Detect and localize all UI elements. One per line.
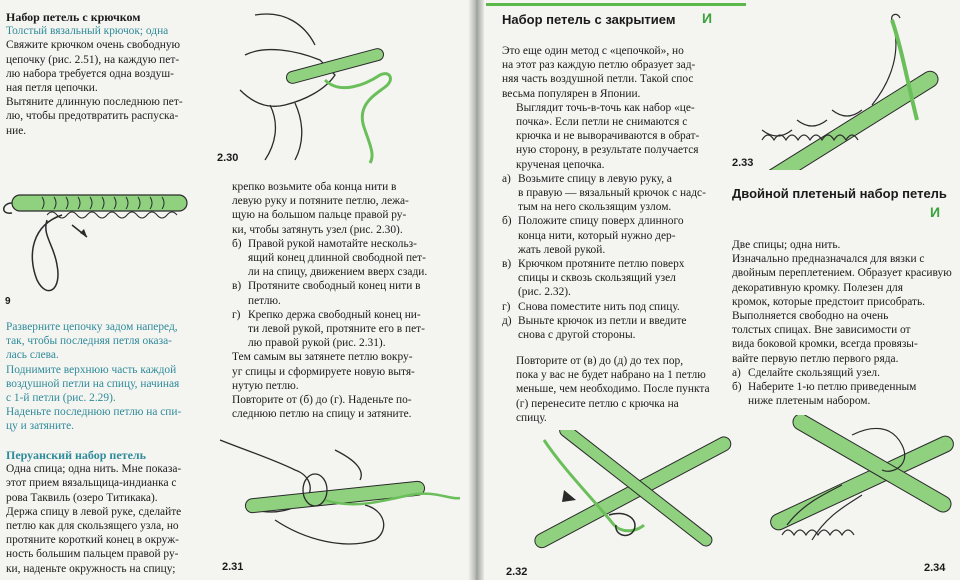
left-col1-middle	[6, 320, 206, 434]
figure-2-33-needle-stitches	[742, 10, 957, 170]
braided-step-item	[732, 380, 954, 408]
closed-step-item	[502, 257, 732, 300]
closed-step-text: Снова поместите нить под спицу.	[518, 300, 680, 313]
braided-para-line: вайте первую петлю первого ряда.	[732, 352, 899, 365]
col2-step-text: Крепко держа свободный конец ни- ти левой рукой, протяните его в пет- лю правой рукой (рис. 2.31).	[248, 308, 425, 350]
right-col1-bottom	[502, 354, 732, 425]
para-col2-after	[232, 350, 464, 421]
col2-after-line: нутую петлю.	[232, 379, 299, 392]
figure-label-2-33: 2.33	[732, 157, 754, 169]
figure-2-34-braided-needles	[742, 415, 957, 575]
closed-step-marker: д)	[502, 314, 512, 327]
para-peru	[6, 462, 206, 576]
left-col2-text	[232, 180, 464, 421]
closed-para3-line: пока у вас не будет набрано на 1 петлю	[516, 369, 706, 382]
closed-step-marker: г)	[502, 300, 511, 313]
left-col1-top	[6, 10, 206, 138]
header-rule	[486, 3, 746, 6]
closed-step-text: Выньте крючок из петли и введите снова с другой стороны.	[518, 314, 687, 342]
braided-para-line: толстых спицах. Вне зависимости от	[732, 324, 911, 337]
col2-intro-line: ки, чтобы затянуть узел (рис. 2.30).	[232, 223, 403, 236]
closed-para3-line: спицу.	[516, 411, 547, 424]
crochet-para2-line: лась слева.	[6, 349, 59, 362]
figure-label-2-32: 2.32	[506, 566, 528, 578]
list-double-braided-steps	[732, 366, 954, 409]
crochet-para2-line: Поднимите верхнюю часть каждой	[6, 363, 177, 376]
col2-after-line: следнюю петлю на спицу и затяните.	[232, 408, 412, 421]
section-title-closed-cast-on: Набор петель с закрытием	[502, 12, 676, 27]
closed-para2-line: почка». Если петли не снимаются с	[516, 116, 688, 129]
crochet-para2-line: воздушной петли на спицу, начиная	[6, 377, 180, 390]
closed-step-item	[502, 300, 732, 314]
closed-step-item	[502, 314, 732, 342]
braided-step-text: Наберите 1-ю петлю приведенным ниже плетеным набором.	[748, 381, 917, 408]
braided-step-marker: б)	[732, 381, 742, 394]
col2-intro-line: крепко возьмите оба конца нити в	[232, 181, 397, 193]
closed-step-text: Возьмите спицу в левую руку, а в правую — вязальный крючок с надс- тым на него скользящим узлом.	[518, 172, 706, 214]
crochet-para1-line: цепочку (рис. 2.51), на каждую пет-	[6, 53, 180, 66]
figure-label-2-30: 2.30	[217, 152, 239, 164]
crochet-para1-line: лю набора требуется одна воздуш-	[6, 67, 174, 80]
col2-after-line: Тем самым вы затянете петлю вокру-	[232, 351, 413, 364]
para-col2-intro	[232, 180, 464, 237]
crochet-para1-line: лю, чтобы предотвратить распуска-	[6, 110, 179, 123]
closed-step-item	[502, 214, 732, 257]
page-number-left: 9	[5, 296, 11, 307]
list-closed-steps	[502, 172, 732, 342]
peru-para-line: этот прием вязальщица-индианка с	[6, 477, 177, 490]
col2-step-marker: г)	[232, 308, 241, 321]
difficulty-badge-2: И	[930, 204, 941, 220]
col2-step-marker: б)	[232, 237, 242, 250]
closed-step-marker: б)	[502, 215, 512, 228]
closed-para2-line: Выглядит точь-в-точь как набор «це-	[516, 101, 695, 114]
braided-para-line: вида боковой кромки, всегда провязы-	[732, 338, 918, 351]
section-title-peru: Перуанский набор петель	[6, 448, 146, 462]
figure-2-30-hand-knot	[225, 5, 425, 165]
para-closed-3	[502, 354, 732, 425]
col2-step-marker: в)	[232, 280, 242, 293]
peru-para-line: Одна спица; одна нить. Мне показа-	[6, 463, 182, 476]
right-col2-text	[732, 238, 954, 408]
peru-para-line: протяните короткий конец в окруж-	[6, 534, 179, 547]
col2-step-text: Протяните свободный конец нити в петлю.	[248, 280, 421, 307]
section-title-double-braided: Двойной плетеный набор петель	[732, 186, 947, 201]
braided-para-line: декоративную кромку. Полезен для	[732, 281, 903, 294]
peru-para-line: ность большим пальцем правой ру-	[6, 548, 179, 561]
closed-para3-line: меньше, чем необходимо. После пункта	[516, 383, 710, 396]
closed-para2-line: крючка и не выворачиваются в обрат-	[516, 130, 700, 143]
closed-para3-line: (г) перенесите петлю с крючка на	[516, 397, 679, 410]
braided-para-line: Две спицы; одна нить.	[732, 239, 841, 251]
para-closed-2	[502, 101, 732, 172]
col2-after-line: уг спицы и сформируете новую вытя-	[232, 365, 415, 378]
left-page	[0, 0, 468, 580]
braided-para-line: кромок, которые предстоит присобрать.	[732, 295, 926, 308]
col2-step-item	[232, 279, 464, 307]
crochet-para1-line: ная петля цепочки.	[6, 82, 98, 95]
braided-para-line: Выполняется свободно на очень	[732, 310, 889, 323]
peru-para-line: петлю как для скользящего узла, но	[6, 520, 179, 533]
crochet-para2-line: Разверните цепочку задом наперед,	[6, 321, 178, 333]
crochet-para1-line: ние.	[6, 124, 27, 137]
crochet-para2-line: Наденьте последнюю петлю на спи-	[6, 406, 182, 419]
closed-step-marker: а)	[502, 172, 511, 185]
list-col2-steps	[232, 237, 464, 351]
para-double-braided	[732, 238, 954, 366]
col2-intro-line: левую руку и потяните петлю, лежа-	[232, 195, 409, 208]
braided-para-line: двойным переплетением. Образует красивую	[732, 267, 952, 280]
braided-step-text: Сделайте скользящий узел.	[748, 366, 880, 379]
para-crochet-1	[6, 38, 206, 137]
col2-step-item	[232, 237, 464, 280]
figure-2-31-needle-loop	[215, 430, 465, 575]
crochet-para2-line: цу и затяните.	[6, 420, 74, 433]
closed-para1-line: няя часть воздушной петли. Такой спос	[502, 73, 694, 86]
braided-step-item	[732, 366, 954, 380]
section-title-crochet: Набор петель с крючком	[6, 10, 141, 24]
right-page	[484, 0, 960, 580]
left-col1-bottom	[6, 448, 206, 576]
col2-step-item	[232, 308, 464, 351]
braided-para-line: Изначально предназначался для вязки с	[732, 253, 925, 266]
figure-label-2-31: 2.31	[222, 561, 244, 573]
closed-step-text: Положите спицу поверх длинного конца нити, который нужно дер- жать левой рукой.	[518, 215, 684, 256]
col2-intro-line: щую на большом пальце правой ру-	[232, 209, 407, 222]
figure-label-2-34: 2.34	[924, 562, 946, 574]
closed-para3-line: Повторите от (в) до (д) до тех пор,	[516, 355, 684, 367]
crochet-para1-line: Вытяните длинную последнюю пет-	[6, 96, 183, 109]
peru-para-line: рова Таквиль (озеро Титикака).	[6, 491, 158, 504]
closed-step-text: Крючком протяните петлю поверх спицы и сквозь скользящий узел (рис. 2.32).	[518, 258, 685, 299]
crochet-para2-line: с 1-й петли (рис. 2.29).	[6, 392, 116, 405]
closed-step-item	[502, 172, 732, 215]
crochet-para2-line: так, чтобы последняя петля оказа-	[6, 335, 172, 348]
right-col1-text	[502, 44, 732, 342]
crochet-para1-line: Свяжите крючком очень свободную	[6, 39, 181, 52]
figure-crochet-chain	[2, 175, 202, 305]
braided-step-marker: а)	[732, 366, 741, 379]
closed-para1-line: весьма популярен в Японии.	[502, 87, 641, 100]
subtitle-crochet: Толстый вязальный крючок; одна	[6, 25, 169, 38]
difficulty-badge-1: И	[702, 10, 713, 26]
closed-step-marker: в)	[502, 258, 512, 271]
col2-after-line: Повторите от (б) до (г). Наденьте по-	[232, 394, 412, 407]
col2-step-text: Правой рукой намотайте нескольз- ящий конец длинной свободной пет- ли на спицу, движением вверх сзади.	[248, 237, 428, 279]
book-gutter	[468, 0, 484, 580]
peru-para-line: ки, наденьте окружность на спицу;	[6, 562, 176, 575]
closed-para2-line: крученая цепочка.	[516, 158, 605, 171]
closed-para1-line: на этот раз каждую петлю образует зад-	[502, 59, 696, 72]
closed-para1-line: Это еще один метод с «цепочкой», но	[502, 45, 684, 57]
para-crochet-2	[6, 320, 206, 434]
peru-para-line: Держа спицу в левой руке, сделайте	[6, 505, 182, 518]
para-closed-1	[502, 44, 732, 101]
figure-2-32-hook-and-needle	[504, 430, 734, 575]
closed-para2-line: ную сторону, в результате получается	[516, 144, 699, 157]
